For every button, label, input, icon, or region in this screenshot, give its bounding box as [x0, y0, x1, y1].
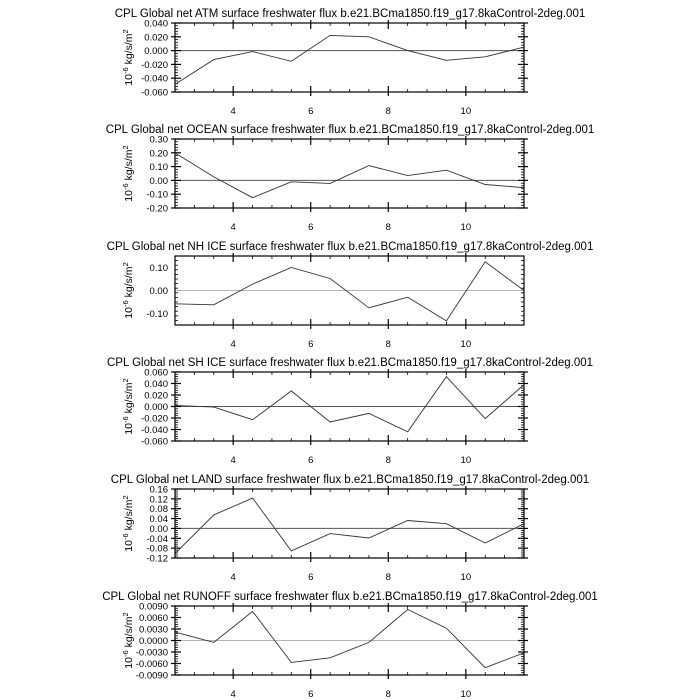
- series-line: [175, 35, 524, 84]
- y-tick-label: -0.10: [146, 309, 168, 320]
- y-axis-label-base: 10: [123, 307, 135, 319]
- x-tick-label: 6: [308, 689, 314, 700]
- y-tick-label: -0.0090: [135, 670, 168, 682]
- chart-title: CPL Global net NH ICE surface freshwater flux b.e21.BCma1850.f19_g17.8kaControl-2deg.001: [106, 241, 594, 253]
- y-axis-label-unit: kg/s/m: [123, 382, 135, 417]
- chart-panel: [107, 357, 593, 466]
- series-line: [175, 153, 524, 198]
- plot-frame: [175, 23, 524, 92]
- y-axis-label-base: 10: [123, 423, 135, 435]
- chart-title: CPL Global net SH ICE surface freshwater flux b.e21.BCma1850.f19_g17.8kaControl-2deg.001: [106, 357, 594, 369]
- y-axis-label-base: 10: [123, 74, 135, 86]
- y-tick-label: 0.10: [149, 162, 168, 174]
- plot-frame: [175, 139, 524, 208]
- x-tick-label: 6: [308, 222, 314, 233]
- chart-title: CPL Global net ATM surface freshwater flux b.e21.BCma1850.f19_g17.8kaControl-2deg.001: [114, 8, 586, 20]
- y-axis-label-unit: kg/s/m: [123, 149, 135, 184]
- x-tick-label: 10: [460, 572, 472, 583]
- x-tick-label: 8: [385, 222, 391, 233]
- y-tick-label: 0.08: [149, 504, 168, 516]
- y-tick-label: -0.20: [146, 203, 168, 215]
- x-tick-label: 4: [230, 106, 236, 117]
- x-tick-label: 4: [230, 222, 236, 233]
- x-tick-label: 8: [385, 339, 391, 350]
- chart-title: CPL Global net RUNOFF surface freshwater flux b.e21.BCma1850.f19_g17.8kaControl-2deg.001: [102, 591, 598, 603]
- y-tick-label: -0.12: [146, 553, 168, 565]
- y-tick-label: -0.0030: [135, 647, 168, 659]
- y-tick-label: 0.000: [144, 46, 168, 58]
- x-tick-label: 6: [308, 339, 314, 350]
- y-tick-label: -0.0060: [135, 659, 168, 670]
- x-tick-label: 10: [460, 689, 472, 700]
- y-tick-label: 0.040: [144, 379, 168, 390]
- y-tick-label: 0.20: [149, 148, 168, 160]
- y-axis-label-base: 10: [123, 657, 135, 669]
- y-axis-label: [121, 145, 135, 201]
- x-tick-label: 8: [385, 572, 391, 583]
- y-tick-label: 0.020: [144, 390, 168, 402]
- y-axis-label: [121, 29, 135, 85]
- x-tick-label: 6: [308, 455, 314, 466]
- y-axis-label-unit: kg/s/m: [123, 266, 135, 301]
- chart-panel: [115, 8, 586, 117]
- y-tick-label: 0.00: [149, 175, 168, 187]
- y-tick-label: 0.000: [144, 402, 168, 413]
- y-tick-label: -0.060: [141, 436, 168, 448]
- y-tick-label: 0.0060: [138, 613, 168, 624]
- series-line: [175, 262, 524, 321]
- x-tick-label: 4: [230, 689, 236, 700]
- y-tick-label: 0.040: [144, 18, 168, 30]
- y-axis-label: [121, 495, 135, 551]
- series-line: [175, 610, 524, 668]
- y-tick-label: 0.16: [149, 484, 168, 496]
- y-tick-label: 0.0030: [138, 624, 168, 636]
- x-tick-label: 6: [308, 106, 314, 117]
- y-axis-label-unit-exponent: 2: [121, 29, 130, 34]
- chart-title: CPL Global net LAND surface freshwater flux b.e21.BCma1850.f19_g17.8kaControl-2deg.001: [110, 474, 590, 486]
- y-tick-label: -0.040: [141, 73, 168, 85]
- y-axis-label: [121, 262, 135, 318]
- chart-panel: [111, 474, 589, 583]
- y-tick-label: 0.12: [149, 494, 168, 506]
- y-axis-label-exponent: -6: [121, 300, 130, 307]
- chart-panel: [107, 241, 594, 350]
- x-tick-label: 6: [308, 572, 314, 583]
- y-tick-label: -0.060: [141, 87, 168, 99]
- series-line: [175, 498, 524, 553]
- x-tick-label: 10: [460, 455, 472, 466]
- series-line: [175, 377, 524, 432]
- y-axis-label-unit-exponent: 2: [121, 145, 130, 150]
- y-tick-label: 0.30: [149, 134, 168, 146]
- y-axis-label-exponent: -6: [121, 416, 130, 423]
- y-axis-label-unit-exponent: 2: [121, 378, 130, 383]
- y-tick-label: 0.0000: [138, 636, 168, 647]
- y-axis-label: [121, 378, 135, 434]
- y-tick-label: -0.020: [141, 59, 168, 71]
- x-tick-label: 10: [460, 222, 472, 233]
- y-axis-label-exponent: -6: [121, 67, 130, 74]
- y-axis-label-unit: kg/s/m: [123, 616, 135, 651]
- y-axis-label-exponent: -6: [121, 533, 130, 540]
- y-tick-label: -0.04: [146, 533, 168, 545]
- y-tick-label: 0.00: [149, 523, 168, 535]
- y-axis-label-exponent: -6: [121, 183, 130, 190]
- chart-title: CPL Global net OCEAN surface freshwater flux b.e21.BCma1850.f19_g17.8kaControl-2deg.001: [105, 124, 595, 136]
- y-axis-label-unit-exponent: 2: [121, 612, 130, 617]
- x-tick-label: 4: [230, 572, 236, 583]
- y-axis-label-exponent: -6: [121, 650, 130, 657]
- y-tick-label: 0.0090: [138, 601, 168, 613]
- y-axis-label-unit: kg/s/m: [123, 499, 135, 534]
- x-tick-label: 8: [385, 106, 391, 117]
- x-tick-label: 8: [385, 455, 391, 466]
- y-tick-label: -0.040: [141, 425, 168, 436]
- plot-frame: [175, 489, 524, 558]
- y-axis-label: [121, 612, 135, 668]
- y-tick-label: -0.08: [146, 543, 168, 555]
- y-axis-label-base: 10: [123, 190, 135, 202]
- x-tick-label: 10: [460, 339, 472, 350]
- y-tick-label: -0.020: [141, 413, 168, 425]
- x-tick-label: 10: [460, 106, 472, 117]
- x-tick-label: 4: [230, 455, 236, 466]
- chart-panel: [106, 124, 595, 233]
- y-tick-label: 0.10: [149, 263, 168, 274]
- y-axis-label-unit: kg/s/m: [123, 33, 135, 68]
- y-tick-label: 0.060: [144, 367, 168, 379]
- y-tick-label: -0.10: [146, 189, 168, 201]
- y-tick-label: 0.00: [149, 286, 168, 297]
- y-axis-label-unit-exponent: 2: [121, 262, 130, 267]
- y-tick-label: 0.04: [149, 514, 168, 526]
- y-tick-label: 0.020: [144, 32, 168, 44]
- x-tick-label: 4: [230, 339, 236, 350]
- x-tick-label: 8: [385, 689, 391, 700]
- y-axis-label-base: 10: [123, 540, 135, 552]
- chart-panel: [102, 591, 598, 700]
- y-axis-label-unit-exponent: 2: [121, 495, 130, 500]
